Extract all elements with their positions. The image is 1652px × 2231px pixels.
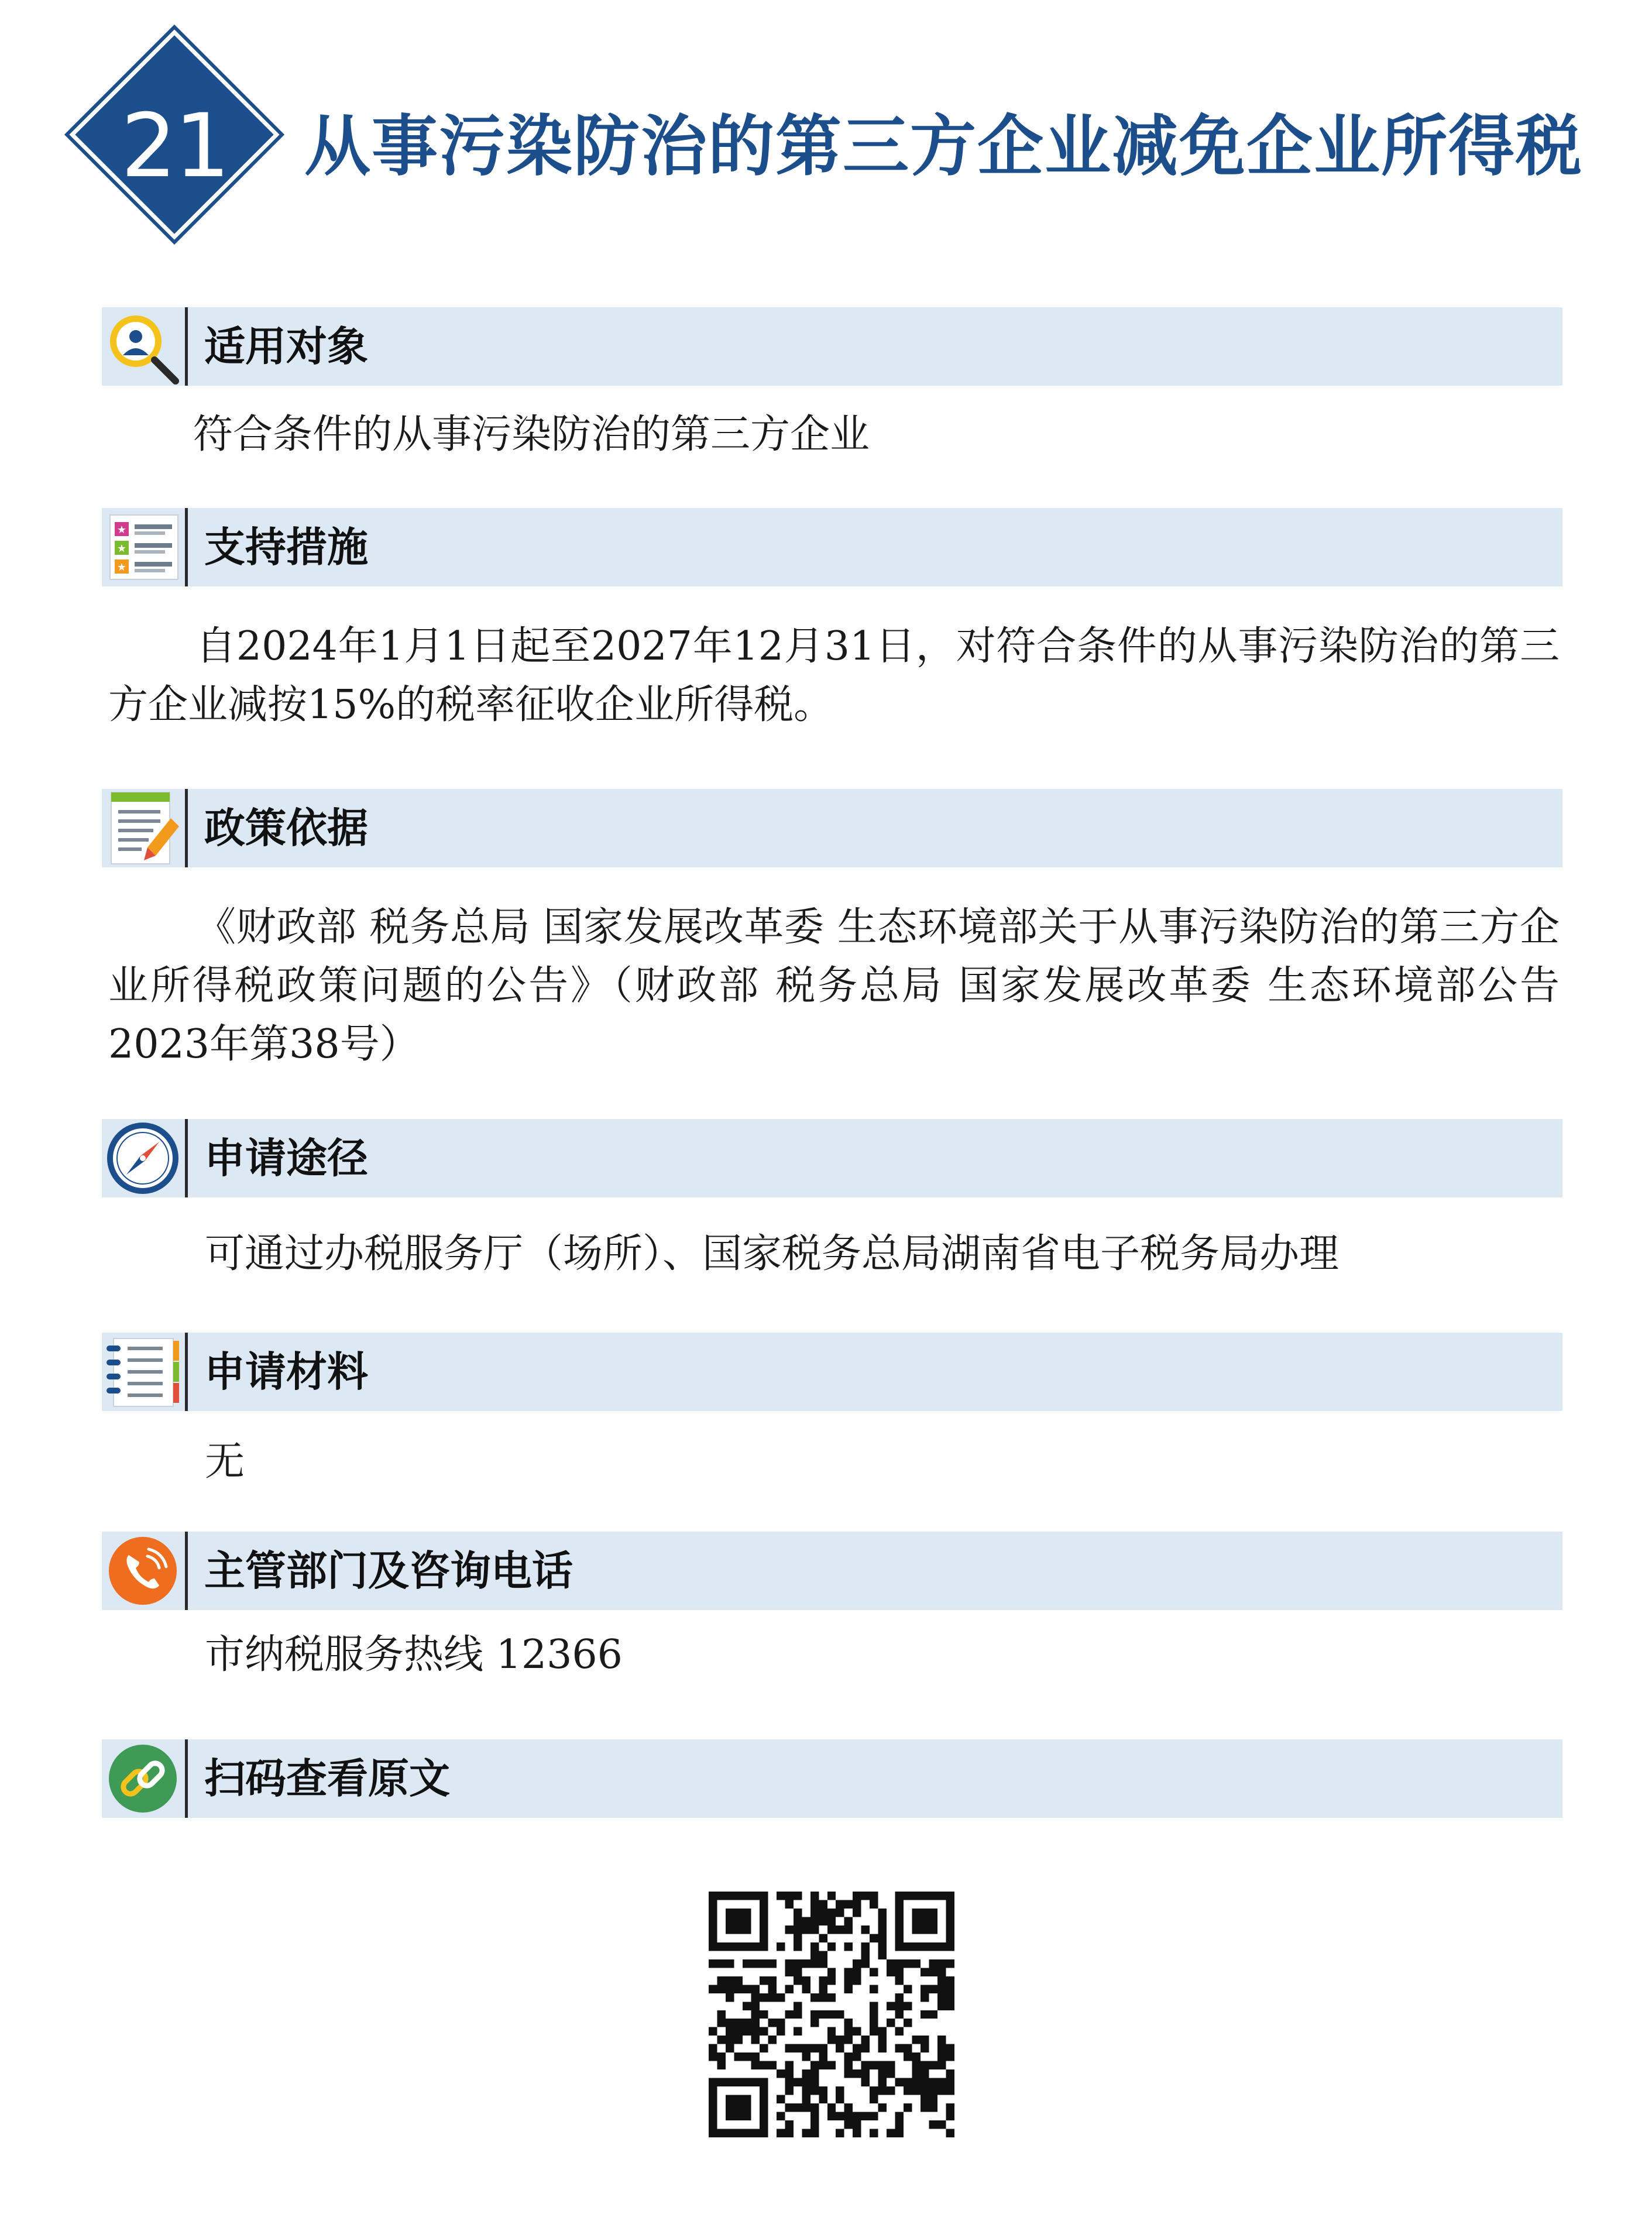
compass-icon [102, 1119, 184, 1197]
bar-divider [185, 1739, 188, 1818]
section-bar-basis [102, 789, 1562, 867]
contact-text: 市纳税服务热线 12366 [205, 1632, 623, 1678]
section-title-basis: 政策依据 [204, 804, 368, 852]
qr-code[interactable] [709, 1892, 954, 2137]
section-bar-materials [102, 1333, 1562, 1411]
magnifier-person-icon [102, 307, 184, 386]
section-bar-contact [102, 1532, 1562, 1610]
basis-text: 《财政部 税务总局 国家发展改革委 生态环境部关于从事污染防治的第三方企业所得税政策问题的公告》（财政部 税务总局 国家发展改革委 生态环境部公告2023年第38号） [108, 904, 1560, 1068]
bar-divider [185, 307, 188, 386]
section-title-contact: 主管部门及咨询电话 [204, 1547, 573, 1595]
measures-text: 自2024年1月1日起至2027年12月31日，对符合条件的从事污染防治的第三方企业减按15%的税率征收企业所得税。 [108, 623, 1560, 728]
bar-divider [185, 1333, 188, 1411]
notebook-icon [102, 1333, 184, 1411]
link-icon [102, 1739, 184, 1818]
phone-icon [102, 1532, 184, 1610]
section-title-applicable: 适用对象 [204, 322, 368, 370]
materials-text: 无 [205, 1439, 245, 1485]
section-bar-channel [102, 1119, 1562, 1197]
bar-divider [185, 1119, 188, 1197]
bar-divider [185, 1532, 188, 1610]
bar-divider [185, 508, 188, 586]
page-title: 从事污染防治的第三方企业减免企业所得税 [304, 108, 1583, 185]
section-title-materials: 申请材料 [204, 1348, 368, 1396]
bar-divider [185, 789, 188, 867]
section-bar-applicable [102, 307, 1562, 386]
section-bar-scan [102, 1739, 1562, 1818]
svg-text:★: ★ [116, 524, 127, 536]
checklist-icon [102, 508, 184, 586]
applicable-text: 符合条件的从事污染防治的第三方企业 [193, 411, 870, 458]
section-title-measures: 支持措施 [204, 523, 368, 571]
channel-text: 可通过办税服务厅（场所）、国家税务总局湖南省电子税务局办理 [205, 1231, 1340, 1277]
document-pencil-icon [102, 789, 184, 867]
section-title-scan: 扫码查看原文 [204, 1755, 450, 1803]
svg-text:★: ★ [116, 543, 127, 555]
section-title-channel: 申请途径 [204, 1134, 368, 1182]
item-number: 21 [121, 95, 228, 197]
section-bar-measures [102, 508, 1562, 586]
svg-text:★: ★ [116, 561, 127, 574]
